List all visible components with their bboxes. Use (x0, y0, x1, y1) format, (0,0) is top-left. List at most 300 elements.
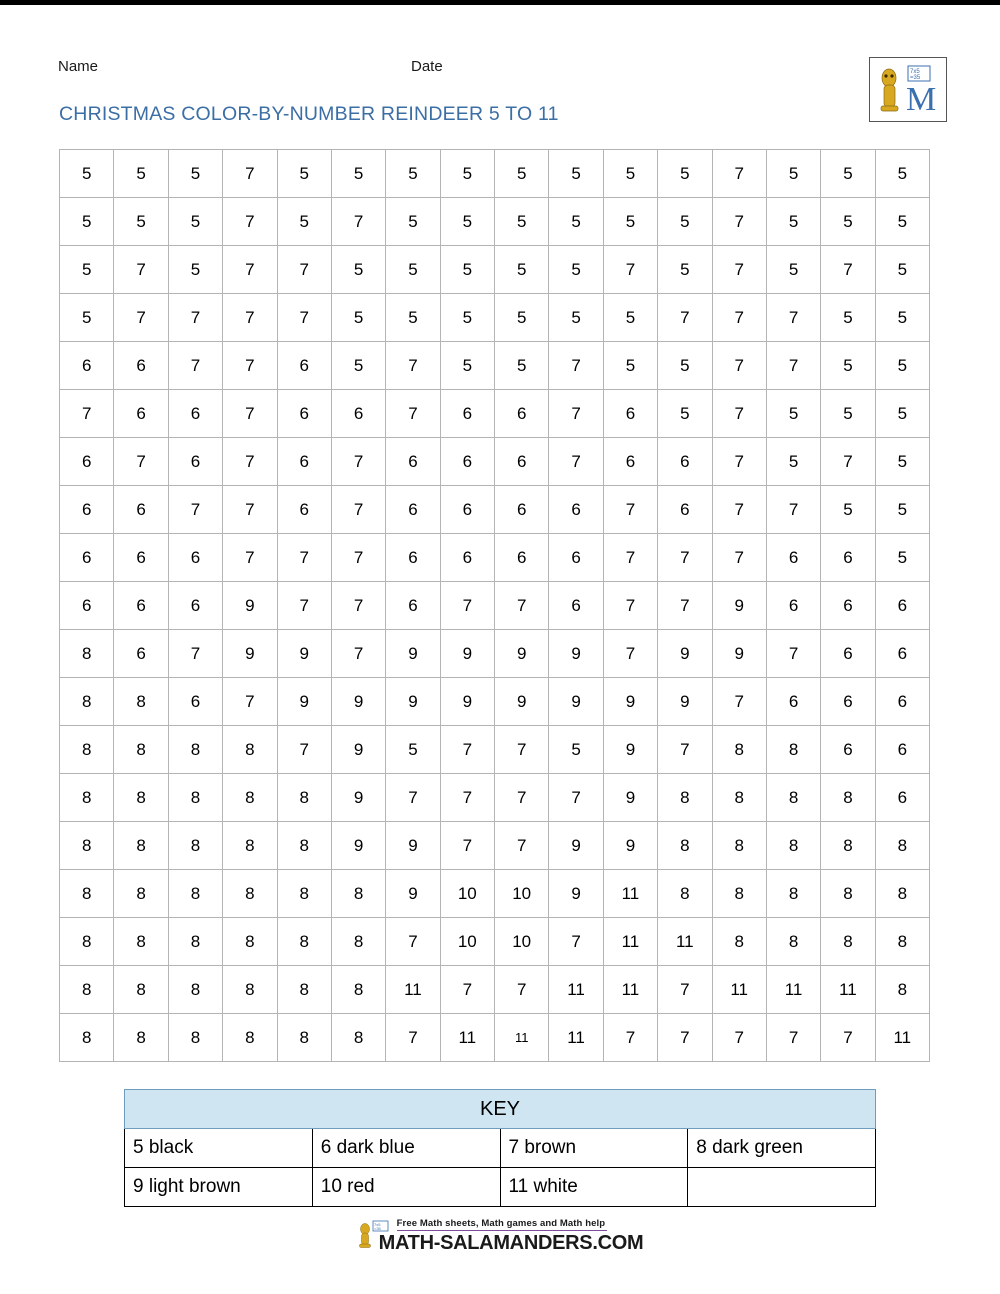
grid-cell: 9 (658, 678, 712, 726)
grid-cell: 8 (223, 1014, 277, 1062)
grid-cell: 7 (168, 342, 222, 390)
key-entry-7: 7 brown (500, 1129, 688, 1168)
grid-cell: 8 (168, 774, 222, 822)
page-title: CHRISTMAS COLOR-BY-NUMBER REINDEER 5 TO 11 (59, 103, 559, 125)
grid-cell: 10 (440, 918, 494, 966)
grid-cell: 6 (386, 438, 440, 486)
grid-cell: 6 (60, 486, 114, 534)
grid-cell: 7 (712, 342, 766, 390)
grid-cell: 7 (386, 390, 440, 438)
grid-cell: 6 (766, 534, 820, 582)
grid-cell: 8 (114, 726, 168, 774)
grid-cell: 7 (114, 246, 168, 294)
grid-cell: 8 (114, 918, 168, 966)
grid-cell: 5 (875, 486, 929, 534)
grid-cell: 7 (223, 390, 277, 438)
grid-cell: 6 (60, 582, 114, 630)
grid-cell: 7 (495, 822, 549, 870)
grid-row (60, 870, 930, 918)
grid-cell: 11 (603, 918, 657, 966)
grid-cell: 6 (875, 678, 929, 726)
grid-cell: 9 (603, 726, 657, 774)
grid-row (60, 630, 930, 678)
grid-cell: 6 (658, 486, 712, 534)
date-label: Date (411, 58, 443, 75)
grid-cell: 7 (114, 294, 168, 342)
grid-cell: 8 (114, 870, 168, 918)
math-salamanders-logo (869, 57, 947, 122)
grid-cell: 6 (114, 534, 168, 582)
grid-cell: 7 (386, 774, 440, 822)
grid-cell: 10 (495, 870, 549, 918)
grid-cell: 8 (114, 822, 168, 870)
grid-cell: 7 (223, 342, 277, 390)
grid-cell: 5 (440, 246, 494, 294)
grid-cell: 5 (766, 198, 820, 246)
grid-cell: 7 (712, 678, 766, 726)
grid-cell: 5 (603, 342, 657, 390)
grid-cell: 9 (386, 678, 440, 726)
grid-cell: 8 (60, 1014, 114, 1062)
grid-cell: 8 (821, 774, 875, 822)
grid-cell: 9 (440, 630, 494, 678)
grid-cell: 7 (766, 630, 820, 678)
grid-cell: 8 (766, 822, 820, 870)
grid-cell: 7 (277, 726, 331, 774)
grid-row (60, 150, 930, 198)
grid-cell: 11 (658, 918, 712, 966)
color-by-number-grid (59, 149, 930, 1062)
grid-cell: 6 (60, 438, 114, 486)
grid-cell: 5 (658, 198, 712, 246)
grid-cell: 7 (331, 198, 385, 246)
grid-cell: 7 (712, 150, 766, 198)
grid-cell: 8 (168, 822, 222, 870)
grid-cell: 5 (440, 342, 494, 390)
grid-cell: 8 (658, 870, 712, 918)
grid-cell: 6 (821, 678, 875, 726)
grid-cell: 6 (168, 534, 222, 582)
grid-row (60, 486, 930, 534)
grid-cell: 8 (331, 870, 385, 918)
grid-cell: 5 (440, 294, 494, 342)
grid-cell: 9 (277, 678, 331, 726)
grid-cell: 7 (440, 966, 494, 1014)
grid-cell: 7 (386, 342, 440, 390)
grid-cell: 9 (386, 822, 440, 870)
grid-cell: 5 (495, 150, 549, 198)
grid-cell: 5 (386, 726, 440, 774)
grid-cell: 5 (549, 150, 603, 198)
grid-cell: 6 (114, 630, 168, 678)
grid-cell: 6 (114, 486, 168, 534)
grid-cell: 8 (875, 966, 929, 1014)
grid-cell: 5 (603, 150, 657, 198)
grid-cell: 7 (495, 582, 549, 630)
page-footer (0, 1218, 1000, 1255)
grid-cell: 7 (603, 1014, 657, 1062)
grid-cell: 7 (440, 726, 494, 774)
grid-cell: 8 (223, 726, 277, 774)
grid-cell: 6 (821, 534, 875, 582)
grid-cell: 7 (603, 486, 657, 534)
svg-text:7x5: 7x5 (910, 69, 920, 75)
grid-cell: 6 (440, 438, 494, 486)
grid-cell: 6 (603, 438, 657, 486)
grid-cell: 5 (875, 438, 929, 486)
grid-cell: 7 (331, 486, 385, 534)
grid-cell: 7 (603, 630, 657, 678)
grid-cell: 8 (766, 870, 820, 918)
grid-cell: 6 (440, 390, 494, 438)
grid-cell: 6 (114, 342, 168, 390)
grid-cell: 7 (549, 390, 603, 438)
grid-cell: 5 (495, 198, 549, 246)
grid-cell: 6 (875, 582, 929, 630)
grid-cell: 5 (440, 198, 494, 246)
grid-cell: 10 (440, 870, 494, 918)
grid-cell: 8 (223, 966, 277, 1014)
svg-text:=35: =35 (910, 75, 921, 81)
grid-cell: 8 (658, 822, 712, 870)
grid-cell: 8 (60, 678, 114, 726)
grid-cell: 5 (114, 198, 168, 246)
grid-cell: 8 (168, 966, 222, 1014)
grid-cell: 8 (875, 918, 929, 966)
grid-cell: 6 (168, 678, 222, 726)
grid-cell: 8 (821, 918, 875, 966)
grid-cell: 5 (875, 342, 929, 390)
grid-row (60, 918, 930, 966)
grid-cell: 9 (712, 582, 766, 630)
grid-cell: 10 (495, 918, 549, 966)
svg-text:M: M (906, 81, 937, 118)
grid-cell: 7 (331, 630, 385, 678)
grid-cell: 6 (168, 582, 222, 630)
grid-cell: 6 (168, 438, 222, 486)
grid-cell: 7 (658, 966, 712, 1014)
grid-cell: 5 (766, 246, 820, 294)
key-title: KEY (125, 1090, 876, 1129)
grid-cell: 7 (277, 534, 331, 582)
grid-cell: 7 (386, 1014, 440, 1062)
name-label: Name (58, 58, 99, 75)
grid-cell: 5 (440, 150, 494, 198)
grid-cell: 6 (277, 486, 331, 534)
grid-cell: 5 (331, 246, 385, 294)
grid-cell: 6 (168, 390, 222, 438)
grid-cell: 8 (114, 1014, 168, 1062)
grid-cell: 5 (821, 294, 875, 342)
grid-cell: 5 (386, 150, 440, 198)
grid-cell: 7 (223, 678, 277, 726)
key-row (125, 1129, 876, 1168)
grid-cell: 7 (223, 438, 277, 486)
svg-text:7x5: 7x5 (373, 1222, 381, 1227)
footer-brand: MATH-SALAMANDERS.COM (378, 1232, 644, 1254)
grid-cell: 5 (549, 726, 603, 774)
grid-cell: 5 (549, 294, 603, 342)
grid-cell: 5 (821, 198, 875, 246)
grid-cell: 6 (386, 486, 440, 534)
footer-logo-icon (357, 1220, 391, 1250)
grid-cell: 5 (277, 150, 331, 198)
grid-cell: 5 (875, 534, 929, 582)
grid-row (60, 774, 930, 822)
grid-cell: 5 (875, 390, 929, 438)
grid-cell: 7 (223, 486, 277, 534)
grid-cell: 7 (495, 966, 549, 1014)
grid-cell: 9 (331, 822, 385, 870)
grid-cell: 8 (277, 870, 331, 918)
grid-cell: 7 (331, 438, 385, 486)
grid-cell: 7 (60, 390, 114, 438)
grid-cell: 7 (114, 438, 168, 486)
grid-cell: 8 (712, 774, 766, 822)
grid-cell: 7 (658, 294, 712, 342)
grid-cell: 8 (168, 870, 222, 918)
grid-cell: 7 (440, 774, 494, 822)
grid-cell: 7 (821, 1014, 875, 1062)
grid-cell: 5 (60, 246, 114, 294)
grid-cell: 7 (658, 582, 712, 630)
grid-cell: 6 (603, 390, 657, 438)
grid-cell: 8 (712, 726, 766, 774)
grid-cell: 7 (168, 486, 222, 534)
grid-row (60, 582, 930, 630)
grid-cell: 5 (603, 198, 657, 246)
grid-cell: 5 (168, 246, 222, 294)
grid-cell: 5 (277, 198, 331, 246)
grid-row (60, 438, 930, 486)
grid-cell: 11 (712, 966, 766, 1014)
grid-cell: 5 (549, 246, 603, 294)
grid-cell: 7 (766, 342, 820, 390)
grid-cell: 8 (223, 822, 277, 870)
grid-row (60, 1014, 930, 1062)
grid-cell: 9 (603, 774, 657, 822)
key-entry-empty (688, 1168, 876, 1207)
grid-cell: 11 (549, 966, 603, 1014)
grid-cell: 8 (766, 774, 820, 822)
grid-cell: 6 (821, 582, 875, 630)
grid-cell: 7 (495, 774, 549, 822)
grid-cell: 6 (549, 582, 603, 630)
grid-cell: 6 (114, 582, 168, 630)
grid-cell: 5 (114, 150, 168, 198)
grid-cell: 5 (821, 150, 875, 198)
grid-cell: 7 (766, 1014, 820, 1062)
grid-cell: 6 (766, 678, 820, 726)
grid-cell: 9 (277, 630, 331, 678)
grid-cell: 11 (875, 1014, 929, 1062)
grid-cell: 8 (875, 822, 929, 870)
grid-cell: 7 (223, 198, 277, 246)
grid-cell: 5 (386, 246, 440, 294)
grid-body (60, 150, 930, 1062)
grid-cell: 8 (277, 966, 331, 1014)
grid-cell: 11 (603, 966, 657, 1014)
grid-cell: 8 (277, 1014, 331, 1062)
grid-cell: 6 (277, 390, 331, 438)
grid-cell: 5 (875, 294, 929, 342)
grid-cell: 7 (223, 534, 277, 582)
svg-text:=35: =35 (373, 1226, 381, 1231)
grid-cell: 6 (495, 534, 549, 582)
grid-cell: 8 (223, 870, 277, 918)
grid-cell: 7 (712, 438, 766, 486)
grid-cell: 8 (331, 1014, 385, 1062)
grid-cell: 6 (60, 342, 114, 390)
grid-cell: 8 (60, 918, 114, 966)
grid-cell: 9 (331, 774, 385, 822)
grid-cell: 9 (331, 726, 385, 774)
key-header-row (125, 1090, 876, 1129)
grid-cell: 7 (168, 630, 222, 678)
grid-cell: 5 (766, 390, 820, 438)
grid-cell: 8 (168, 918, 222, 966)
grid-row (60, 294, 930, 342)
key-entry-8: 8 dark green (688, 1129, 876, 1168)
grid-cell: 7 (712, 198, 766, 246)
grid-cell: 9 (549, 822, 603, 870)
grid-cell: 5 (331, 342, 385, 390)
grid-cell: 8 (114, 966, 168, 1014)
grid-cell: 7 (658, 726, 712, 774)
grid-cell: 5 (658, 246, 712, 294)
grid-cell: 8 (168, 726, 222, 774)
grid-cell: 5 (766, 438, 820, 486)
grid-cell: 5 (766, 150, 820, 198)
grid-cell: 5 (658, 342, 712, 390)
grid-cell: 6 (549, 486, 603, 534)
grid-cell: 8 (60, 822, 114, 870)
grid-cell: 9 (712, 630, 766, 678)
grid-row (60, 966, 930, 1014)
grid-cell: 6 (386, 582, 440, 630)
grid-cell: 7 (549, 342, 603, 390)
grid-cell: 8 (821, 822, 875, 870)
grid-cell: 7 (277, 246, 331, 294)
grid-cell: 5 (331, 294, 385, 342)
grid-cell: 5 (60, 150, 114, 198)
grid-row (60, 246, 930, 294)
grid-cell: 8 (658, 774, 712, 822)
grid-cell: 6 (875, 726, 929, 774)
grid-cell: 7 (712, 1014, 766, 1062)
grid-cell: 6 (495, 438, 549, 486)
grid-cell: 7 (821, 438, 875, 486)
grid-cell: 7 (549, 918, 603, 966)
grid-cell: 7 (168, 294, 222, 342)
grid-cell: 6 (658, 438, 712, 486)
key-entry-10: 10 red (312, 1168, 500, 1207)
grid-cell: 9 (386, 870, 440, 918)
grid-cell: 7 (712, 246, 766, 294)
grid-cell: 5 (821, 342, 875, 390)
grid-cell: 5 (331, 150, 385, 198)
grid-cell: 5 (60, 294, 114, 342)
grid-cell: 9 (386, 630, 440, 678)
key-row (125, 1168, 876, 1207)
grid-cell: 8 (712, 822, 766, 870)
grid-cell: 8 (712, 918, 766, 966)
grid-cell: 7 (386, 918, 440, 966)
grid-cell: 8 (875, 870, 929, 918)
grid-row (60, 342, 930, 390)
grid-row (60, 198, 930, 246)
grid-cell: 8 (114, 774, 168, 822)
grid-cell: 11 (386, 966, 440, 1014)
grid-cell: 9 (549, 678, 603, 726)
grid-cell: 5 (168, 198, 222, 246)
grid-cell: 8 (114, 678, 168, 726)
grid-cell: 8 (821, 870, 875, 918)
grid-cell: 11 (766, 966, 820, 1014)
grid-cell: 5 (821, 390, 875, 438)
grid-cell: 11 (603, 870, 657, 918)
grid-row (60, 534, 930, 582)
grid-cell: 6 (386, 534, 440, 582)
grid-cell: 7 (821, 246, 875, 294)
grid-cell: 7 (331, 534, 385, 582)
grid-cell: 5 (875, 198, 929, 246)
grid-cell: 5 (60, 198, 114, 246)
footer-inner (357, 1218, 644, 1255)
grid-cell: 5 (386, 294, 440, 342)
grid-cell: 6 (495, 486, 549, 534)
grid-cell: 5 (658, 390, 712, 438)
grid-cell: 7 (223, 150, 277, 198)
grid-cell: 5 (549, 198, 603, 246)
grid-cell: 7 (440, 822, 494, 870)
grid-row (60, 726, 930, 774)
grid-cell: 7 (440, 582, 494, 630)
grid-cell: 9 (658, 630, 712, 678)
grid-cell: 8 (60, 630, 114, 678)
grid-cell: 7 (603, 534, 657, 582)
logo-graphic (870, 58, 946, 121)
meta-row (58, 58, 758, 78)
grid-cell: 7 (766, 294, 820, 342)
grid-row (60, 390, 930, 438)
grid-row (60, 678, 930, 726)
grid-cell: 9 (223, 630, 277, 678)
grid-cell: 11 (821, 966, 875, 1014)
grid-cell: 6 (821, 630, 875, 678)
grid-cell: 7 (712, 294, 766, 342)
grid-cell: 7 (603, 246, 657, 294)
grid-cell: 6 (821, 726, 875, 774)
grid-cell: 7 (658, 1014, 712, 1062)
grid-cell: 6 (495, 390, 549, 438)
grid-cell: 11 (549, 1014, 603, 1062)
grid-cell: 7 (223, 294, 277, 342)
grid-cell: 6 (277, 342, 331, 390)
grid-cell: 8 (277, 822, 331, 870)
grid-cell: 8 (331, 966, 385, 1014)
grid-cell: 8 (712, 870, 766, 918)
key-header (125, 1090, 876, 1129)
grid-cell: 6 (875, 774, 929, 822)
grid-cell: 8 (223, 918, 277, 966)
grid-cell: 5 (875, 246, 929, 294)
grid-cell: 11 (440, 1014, 494, 1062)
grid-cell: 6 (60, 534, 114, 582)
grid-cell: 5 (821, 486, 875, 534)
grid-cell: 6 (331, 390, 385, 438)
grid-cell: 7 (277, 582, 331, 630)
